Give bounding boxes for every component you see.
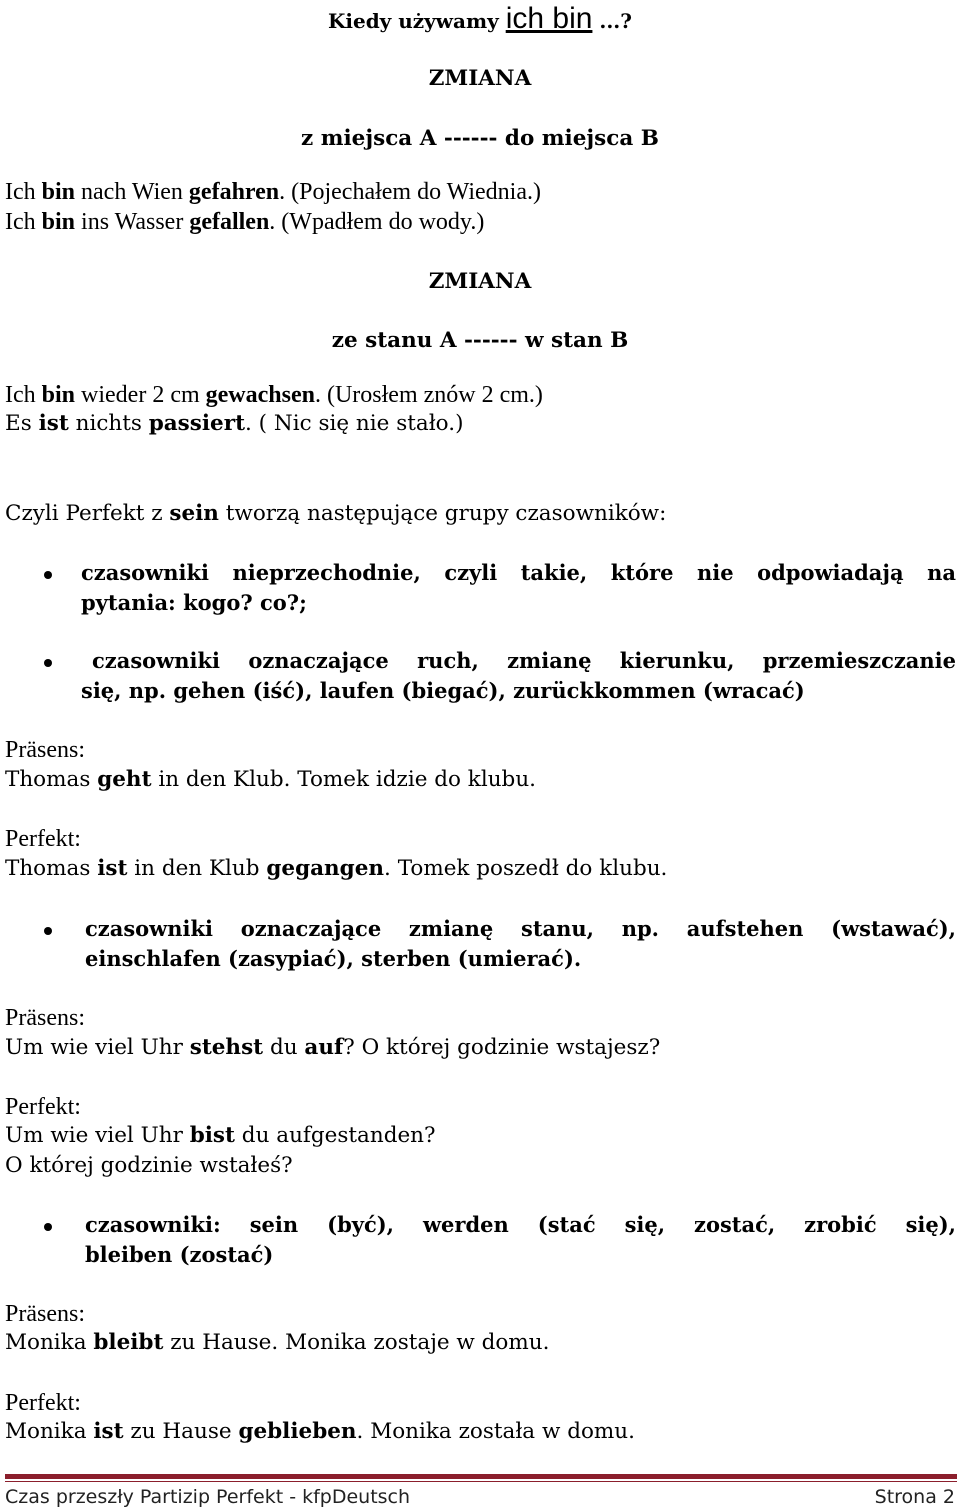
footer-page-number: Strona 2 (874, 1486, 955, 1508)
text: . Tomek poszedł do klubu. (384, 856, 668, 881)
text: du (263, 1035, 305, 1060)
text: Ich (5, 179, 42, 205)
text-bold: ist (38, 411, 69, 436)
section2-heading: ZMIANA (428, 269, 532, 294)
section2-subheading: ze stanu A ------ w stan B (331, 328, 629, 353)
text-bold: bin (41, 382, 76, 408)
text-bold: gefahren (188, 179, 280, 205)
text: Czyli Perfekt z (5, 501, 170, 526)
text: zu Hause. Monika zostaje w domu. (163, 1330, 550, 1355)
section2-example-2 (5, 409, 463, 439)
praesens-example (5, 1033, 660, 1063)
text: Thomas (5, 856, 98, 881)
text: Thomas (5, 767, 98, 792)
bullet4-line2: bleiben (zostać) (85, 1242, 274, 1267)
text: nach Wien (75, 179, 189, 205)
text-bold: bist (189, 1123, 235, 1148)
text-bold: gewachsen (205, 382, 315, 408)
perfekt-label: Perfekt: (5, 826, 81, 852)
text: Monika (5, 1419, 94, 1444)
footer-left-text: Czas przeszły Partizip Perfekt - kfpDeutsch (5, 1486, 411, 1508)
text: Ich (5, 382, 42, 408)
perfekt-translation: O której godzinie wstałeś? (5, 1153, 293, 1178)
text-bold: geht (97, 767, 152, 792)
section1-heading: ZMIANA (428, 66, 532, 91)
bullet2-line2: się, np. gehen (iść), laufen (biegać), zurückkommen (wracać) (81, 678, 805, 703)
text: Es (5, 411, 39, 436)
title-suffix: ...? (592, 9, 632, 33)
text: in den Klub (127, 856, 267, 881)
bullet-icon (44, 571, 52, 579)
text: tworzą następujące grupy czasowników: (218, 501, 667, 526)
title-prefix: Kiedy używamy (327, 9, 506, 33)
text-bold: bleibt (93, 1330, 164, 1355)
bullet4-line1: czasowniki: sein (być), werden (stać się, zostać, zrobić się), (85, 1212, 956, 1237)
text: zu Hause (123, 1419, 239, 1444)
text: du aufgestanden? (234, 1123, 436, 1148)
footer-rule (5, 1474, 957, 1479)
perfekt-example (5, 1121, 436, 1151)
text-bold: ist (97, 856, 128, 881)
section2-example-1 (5, 380, 543, 410)
text: . (Urosłem znów 2 cm.) (314, 382, 543, 408)
section1-example-1 (5, 177, 541, 207)
text-bold: gefallen (189, 209, 270, 235)
text: . Monika została w domu. (356, 1419, 635, 1444)
title-main: ich bin (505, 2, 593, 35)
text: Um wie viel Uhr (5, 1123, 190, 1148)
text: in den Klub. Tomek idzie do klubu. (151, 767, 537, 792)
bullet2-line1: czasowniki oznaczające ruch, zmianę kierunku, przemieszczanie (92, 648, 956, 673)
footer-rule-thin (5, 1481, 957, 1482)
text-bold: gegangen (266, 856, 385, 881)
text-bold: geblieben (238, 1419, 357, 1444)
text-bold: ist (93, 1419, 124, 1444)
bullet-icon (44, 1223, 52, 1231)
text: Monika (5, 1330, 94, 1355)
text-bold: passiert (148, 411, 245, 436)
text-bold: sein (169, 501, 219, 526)
text: nichts (68, 411, 149, 436)
section1-example-2 (5, 207, 484, 237)
praesens-example (5, 1328, 549, 1358)
page-title (0, 0, 960, 40)
text: ins Wasser (75, 209, 190, 235)
perfekt-example (5, 1417, 635, 1447)
text: Um wie viel Uhr (5, 1035, 190, 1060)
text: . (Pojechałem do Wiednia.) (279, 179, 541, 205)
text-bold: stehst (189, 1035, 264, 1060)
perfekt-label: Perfekt: (5, 1094, 81, 1120)
section1-subheading: z miejsca A ------ do miejsca B (301, 126, 659, 151)
perfekt-example (5, 854, 667, 884)
text: ? O której godzinie wstajesz? (343, 1035, 661, 1060)
bullet3-line2: einschlafen (zasypiać), sterben (umierać). (85, 946, 582, 971)
text-bold: bin (41, 179, 76, 205)
praesens-label: Präsens: (5, 737, 85, 763)
text-bold: auf (304, 1035, 344, 1060)
text: wieder 2 cm (75, 382, 206, 408)
praesens-label: Präsens: (5, 1005, 85, 1031)
praesens-example (5, 765, 536, 795)
text: . ( Nic się nie stało.) (245, 411, 464, 436)
text-bold: bin (41, 209, 76, 235)
bullet1-line1: czasowniki nieprzechodnie, czyli takie, które nie odpowiadają na (81, 560, 956, 585)
bullet-icon (44, 927, 52, 935)
bullet3-line1: czasowniki oznaczające zmianę stanu, np. aufstehen (wstawać), (85, 916, 956, 941)
praesens-label: Präsens: (5, 1301, 85, 1327)
text: . (Wpadłem do wody.) (269, 209, 485, 235)
text: Ich (5, 209, 42, 235)
bullet1-line2: pytania: kogo? co?; (81, 590, 307, 615)
bullet-icon (44, 659, 52, 667)
intro-line (5, 499, 666, 529)
perfekt-label: Perfekt: (5, 1390, 81, 1416)
